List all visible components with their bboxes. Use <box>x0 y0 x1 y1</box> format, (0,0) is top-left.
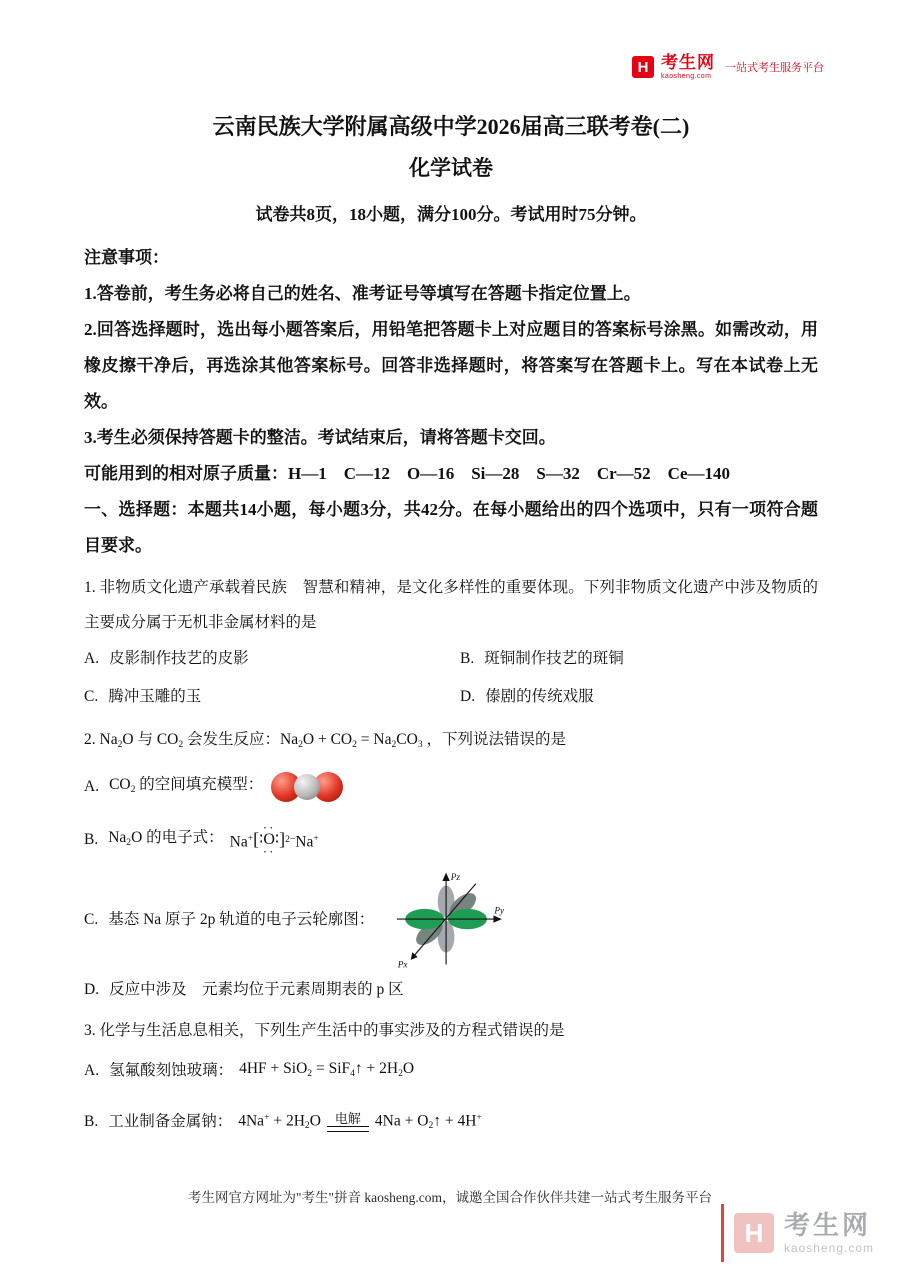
q2-option-c <box>84 868 818 972</box>
option-text: 反应中涉及 元素均位于元素周期表的 p 区 <box>109 980 404 998</box>
q1-option-d <box>460 678 818 716</box>
kaosheng-header-logo <box>632 54 824 80</box>
notice-item-2: 2.回答选择题时，选出每小题答案后，用铅笔把答题卡上对应题目的答案标号涂黑。如需改动，用橡皮擦干净后，再选涂其他答案标号。回答非选择题时，将答案写在答题卡上。写在本试卷上无效。 <box>84 320 818 411</box>
option-text: 基态 Na 原子 2p 轨道的电子云轮廓图： <box>108 911 375 929</box>
footer-note: 考生网官方网址为"考生"拼音 kaosheng.com，诚邀全国合作伙伴共建一站式考生服务平台 <box>187 1190 712 1205</box>
option-text: 氢氟酸刻蚀玻璃： <box>109 1062 234 1080</box>
question-2-stem: 2. $Na_2O$ 与 $CO_2$ 会发生反应：$Na_2O + CO_2 = Na_2CO_3$ ，下列说法错误的是 <box>84 731 567 750</box>
double-line-equals <box>327 1126 369 1132</box>
option-label: D. <box>84 980 100 998</box>
option-label: B. <box>84 831 99 849</box>
option-text: 斑铜制作技艺的斑铜 <box>484 650 624 667</box>
option-label: C. <box>84 688 99 705</box>
question-3-stem: 3. 化学与生活息息相关，下列生产生活中的事实涉及的方程式错误的是 <box>84 1021 565 1039</box>
option-text: 皮影制作技艺的皮影 <box>109 650 249 667</box>
pz-axis-label: Pz <box>451 872 461 883</box>
notice-heading: 注意事项： <box>84 248 169 267</box>
exam-subtitle: 化学试卷 <box>409 156 493 180</box>
bracket-right: ] <box>279 829 286 850</box>
option-label: A. <box>84 1062 100 1080</box>
red-divider-bar <box>721 1204 724 1262</box>
z-axis-arrow <box>443 873 450 881</box>
option-label: B. <box>84 1113 99 1131</box>
reaction-condition <box>327 1111 369 1132</box>
q2-option-b <box>84 812 818 868</box>
watermark-text-block <box>784 1211 874 1255</box>
option-text: 工业制备金属钠： <box>108 1113 233 1131</box>
question-1-options <box>84 640 818 716</box>
option-label: D. <box>460 688 476 705</box>
p-orbital-electron-cloud-diagram <box>384 868 510 972</box>
ion-charge: 2− <box>285 834 296 846</box>
brand-name: 考生网 <box>661 53 715 72</box>
q2-option-d <box>84 972 818 1007</box>
option-label: A. <box>84 650 100 667</box>
kaosheng-brand-icon: H <box>632 56 654 78</box>
notice-item-1: 1.答卷前，考生务必将自己的姓名、准考证号等填写在答题卡指定位置上。 <box>84 284 641 303</box>
notice-item-3: 3.考生必须保持答题卡的整洁。考试结束后，请将答题卡交回。 <box>84 428 556 447</box>
lone-pair-dots: ·· <box>262 820 276 836</box>
cation-right: Na+ <box>295 832 319 851</box>
option-text: $Na_2O$ 的电子式： <box>108 828 224 848</box>
option-text: 傣剧的传统戏服 <box>485 688 594 705</box>
brand-text-block <box>661 54 715 80</box>
bracket-left: [ <box>253 829 260 850</box>
option-label: B. <box>460 650 475 667</box>
na2o-electron-formula <box>230 821 319 859</box>
brand-tagline: 一站式考生服务平台 <box>725 62 824 74</box>
option-label: C. <box>84 911 99 929</box>
exam-title: 云南民族大学附属高级中学2026届高三联考卷(二) <box>212 114 690 139</box>
chemical-equation: 4HF + SiO$_2$ = SiF$_4$↑ + $2H_2O$ <box>239 1059 415 1079</box>
option-text: $CO_2$ 的空间填充模型： <box>109 775 264 795</box>
q3-option-a <box>84 1048 818 1094</box>
atomic-mass-note: 可能用到的相对原子质量：H—1 C—12 O—16 Si—28 S—32 Cr—52 Ce—140 <box>84 464 730 483</box>
co2-space-filling-model <box>271 772 343 802</box>
condition-label: 电解 <box>334 1111 361 1127</box>
option-label: A. <box>84 778 100 796</box>
watermark-brand: 考生网 <box>783 1210 871 1241</box>
question-1-stem: 1. 非物质文化遗产承载着民族 智慧和精神，是文化多样性的重要体现。下列非物质文化遗产中涉及物质的主要成分属于无机非金属材料的是 <box>84 579 818 631</box>
oxygen-core: ∶O∶ <box>259 831 280 849</box>
py-axis-label: Py <box>494 906 505 917</box>
lone-pair-dots: ·· <box>262 844 276 860</box>
q2-option-a <box>84 762 818 812</box>
watermark-domain: kaosheng.com <box>783 1240 874 1255</box>
equation-lhs: $4Na^+ + 2H_2O$ <box>238 1112 321 1132</box>
exam-info-line: 试卷共8页，18小题，满分100分。考试用时75分钟。 <box>255 205 647 224</box>
brand-domain: kaosheng.com <box>661 73 712 80</box>
equation-rhs: $4Na + O_2↑ + 4H^+$ <box>374 1112 482 1132</box>
footer-watermark-logo <box>721 1204 874 1262</box>
q1-option-b <box>460 640 818 678</box>
kaosheng-watermark-icon: H <box>734 1213 774 1253</box>
cation-left: Na+ <box>229 832 254 851</box>
q1-option-c <box>84 678 460 716</box>
px-axis-label: Px <box>398 960 408 971</box>
section-1-heading: 一、选择题：本题共14小题，每小题3分，共42分。在每小题给出的四个选项中，只有一项符合题目要求。 <box>84 500 818 555</box>
q3-option-b <box>84 1094 818 1150</box>
carbon-atom-sphere <box>294 774 320 800</box>
option-text: 腾冲玉雕的玉 <box>108 688 202 705</box>
q1-option-a <box>84 640 460 678</box>
lewis-oxygen <box>259 820 280 860</box>
